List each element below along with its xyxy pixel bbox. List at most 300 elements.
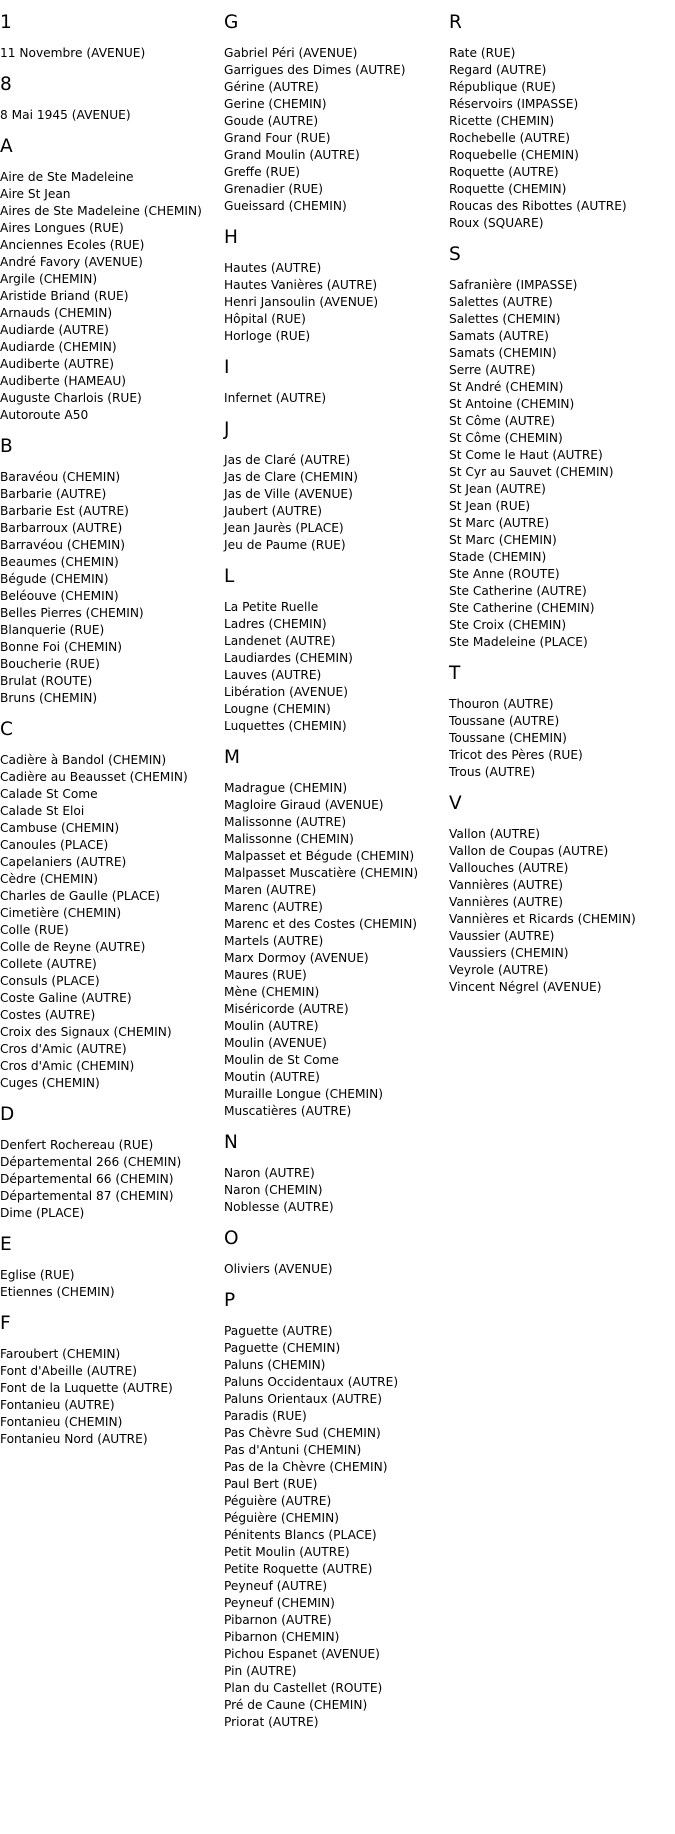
street-link[interactable]: Fontanieu (AUTRE)	[0, 1398, 115, 1412]
street-link[interactable]: Peyneuf (CHEMIN)	[224, 1596, 335, 1610]
street-link[interactable]: Magloire Giraud (AVENUE)	[224, 798, 384, 812]
street-item	[224, 1069, 446, 1086]
street-link[interactable]: Pin (AUTRE)	[224, 1664, 297, 1678]
street-link[interactable]: Aire de Ste Madeleine	[0, 170, 134, 184]
street-item	[224, 650, 446, 667]
street-item	[224, 1493, 446, 1510]
street-link[interactable]: Malpasset Muscatière (CHEMIN)	[224, 866, 419, 880]
letter-group	[224, 1120, 446, 1216]
street-link[interactable]: Jaubert (AUTRE)	[224, 504, 323, 518]
street-link[interactable]: Croix des Signaux (CHEMIN)	[0, 1025, 172, 1039]
street-item	[224, 537, 446, 554]
street-item	[0, 1058, 222, 1075]
street-link[interactable]: Naron (AUTRE)	[224, 1166, 315, 1180]
street-link[interactable]: Fontanieu Nord (AUTRE)	[0, 1432, 148, 1446]
street-item	[449, 549, 671, 566]
street-link[interactable]: Moulin (AUTRE)	[224, 1019, 319, 1033]
street-link[interactable]: Hôpital (RUE)	[224, 312, 306, 326]
street-item	[449, 413, 671, 430]
street-item	[0, 922, 222, 939]
street-link[interactable]: Marx Dormoy (AVENUE)	[224, 951, 369, 965]
street-link[interactable]: Plan du Castellet (ROUTE)	[224, 1681, 383, 1695]
street-link[interactable]: Calade St Eloi	[0, 804, 85, 818]
street-link[interactable]: Roquette (CHEMIN)	[449, 182, 567, 196]
street-link[interactable]: Vannières (AUTRE)	[449, 895, 564, 909]
street-item	[0, 752, 222, 769]
street-link[interactable]: Moutin (AUTRE)	[224, 1070, 320, 1084]
street-link[interactable]: Lauves (AUTRE)	[224, 668, 322, 682]
street-link[interactable]: Auguste Charlois (RUE)	[0, 391, 142, 405]
street-link[interactable]: St Come le Haut (AUTRE)	[449, 448, 603, 462]
street-link[interactable]: Dime (PLACE)	[0, 1206, 85, 1220]
letter-group	[449, 651, 671, 781]
street-link[interactable]: Vannières et Ricards (CHEMIN)	[449, 912, 636, 926]
street-link[interactable]: Libération (AVENUE)	[224, 685, 348, 699]
street-item	[0, 1380, 222, 1397]
street-item	[449, 328, 671, 345]
street-link[interactable]: Colle (RUE)	[0, 923, 69, 937]
street-link[interactable]: Priorat (AUTRE)	[224, 1715, 319, 1729]
street-link[interactable]: Vannières (AUTRE)	[449, 878, 564, 892]
street-item	[0, 973, 222, 990]
street-link[interactable]: Pibarnon (CHEMIN)	[224, 1630, 340, 1644]
street-link[interactable]: Cadière au Beausset (CHEMIN)	[0, 770, 188, 784]
street-link[interactable]: Goude (AUTRE)	[224, 114, 319, 128]
street-link[interactable]: Paul Bert (RUE)	[224, 1477, 318, 1491]
street-item	[449, 498, 671, 515]
street-link[interactable]: Cèdre (CHEMIN)	[0, 872, 98, 886]
street-link[interactable]: Réservoirs (IMPASSE)	[449, 97, 579, 111]
street-item	[0, 1363, 222, 1380]
street-link[interactable]: Bonne Foi (CHEMIN)	[0, 640, 123, 654]
street-link[interactable]: Naron (CHEMIN)	[224, 1183, 323, 1197]
street-item	[224, 311, 446, 328]
street-link[interactable]: Denfert Rochereau (RUE)	[0, 1138, 154, 1152]
street-item	[224, 814, 446, 831]
street-link[interactable]: St Marc (AUTRE)	[449, 516, 550, 530]
street-link[interactable]: Ladres (CHEMIN)	[224, 617, 327, 631]
street-link[interactable]: Gérine (AUTRE)	[224, 80, 319, 94]
street-item	[0, 803, 222, 820]
street-link[interactable]: Aires de Ste Madeleine (CHEMIN)	[0, 204, 202, 218]
street-link[interactable]: Boucherie (RUE)	[0, 657, 100, 671]
street-link[interactable]: Miséricorde (AUTRE)	[224, 1002, 349, 1016]
street-item	[0, 288, 222, 305]
street-link[interactable]: Calade St Come	[0, 787, 98, 801]
street-item	[0, 939, 222, 956]
street-link[interactable]: Aire St Jean	[0, 187, 71, 201]
street-item	[224, 1323, 446, 1340]
street-link[interactable]: Péguière (CHEMIN)	[224, 1511, 339, 1525]
street-item	[0, 1024, 222, 1041]
street-link[interactable]: St Jean (AUTRE)	[449, 482, 546, 496]
street-link[interactable]: Font d'Abeille (AUTRE)	[0, 1364, 137, 1378]
street-item	[224, 1595, 446, 1612]
street-item	[0, 305, 222, 322]
street-item	[224, 684, 446, 701]
street-link[interactable]: Colle de Reyne (AUTRE)	[0, 940, 146, 954]
street-item	[449, 379, 671, 396]
street-link[interactable]: Vallouches (AUTRE)	[449, 861, 569, 875]
street-link[interactable]: Jas de Clare (CHEMIN)	[224, 470, 358, 484]
street-link[interactable]: Barbarroux (AUTRE)	[0, 521, 123, 535]
street-link[interactable]: Paguette (AUTRE)	[224, 1324, 333, 1338]
street-item	[449, 747, 671, 764]
street-link[interactable]: Gueissard (CHEMIN)	[224, 199, 347, 213]
street-link[interactable]: Toussane (CHEMIN)	[449, 731, 567, 745]
letter-group	[0, 62, 222, 124]
street-link[interactable]: Hautes Vanières (AUTRE)	[224, 278, 378, 292]
street-link[interactable]: Petit Moulin (AUTRE)	[224, 1545, 350, 1559]
letter-group	[0, 1092, 222, 1222]
street-link[interactable]: Vincent Négrel (AVENUE)	[449, 980, 602, 994]
street-link[interactable]: Jean Jaurès (PLACE)	[224, 521, 344, 535]
street-link[interactable]: Maren (AUTRE)	[224, 883, 317, 897]
street-item	[0, 203, 222, 220]
street-item	[224, 1629, 446, 1646]
street-link[interactable]: Muscatières (AUTRE)	[224, 1104, 352, 1118]
street-item	[0, 571, 222, 588]
street-link[interactable]: Jas de Claré (AUTRE)	[224, 453, 351, 467]
street-link[interactable]: Collete (AUTRE)	[0, 957, 97, 971]
street-item	[0, 237, 222, 254]
street-item	[0, 1188, 222, 1205]
street-link[interactable]: Serre (AUTRE)	[449, 363, 536, 377]
street-link[interactable]: Argile (CHEMIN)	[0, 272, 98, 286]
letter-group	[0, 124, 222, 424]
street-link[interactable]: Vallon de Coupas (AUTRE)	[449, 844, 609, 858]
street-item	[449, 96, 671, 113]
street-item	[224, 79, 446, 96]
street-item	[449, 447, 671, 464]
street-link[interactable]: Lougne (CHEMIN)	[224, 702, 331, 716]
street-item	[224, 469, 446, 486]
street-link[interactable]: Maures (RUE)	[224, 968, 307, 982]
street-item	[0, 469, 222, 486]
street-link[interactable]: Regard (AUTRE)	[449, 63, 547, 77]
street-item	[224, 797, 446, 814]
street-link[interactable]: Consuls (PLACE)	[0, 974, 100, 988]
street-link[interactable]: Brulat (ROUTE)	[0, 674, 93, 688]
street-item	[449, 130, 671, 147]
street-link[interactable]: Martels (AUTRE)	[224, 934, 324, 948]
street-item	[224, 96, 446, 113]
street-link[interactable]: Vallon (AUTRE)	[449, 827, 541, 841]
street-item	[0, 186, 222, 203]
street-link[interactable]: Ricette (CHEMIN)	[449, 114, 555, 128]
street-item	[0, 905, 222, 922]
street-item	[224, 164, 446, 181]
street-link[interactable]: Marenc et des Costes (CHEMIN)	[224, 917, 418, 931]
street-link[interactable]: Trous (AUTRE)	[449, 765, 536, 779]
street-link[interactable]: Coste Galine (AUTRE)	[0, 991, 132, 1005]
street-link[interactable]: Petite Roquette (AUTRE)	[224, 1562, 373, 1576]
street-link[interactable]: République (RUE)	[449, 80, 556, 94]
street-item	[449, 962, 671, 979]
street-item	[224, 1612, 446, 1629]
street-item	[224, 113, 446, 130]
street-item	[224, 1340, 446, 1357]
street-item	[0, 1171, 222, 1188]
street-link[interactable]: Capelaniers (AUTRE)	[0, 855, 127, 869]
street-link[interactable]: Aires Longues (RUE)	[0, 221, 124, 235]
street-link[interactable]: Henri Jansoulin (AVENUE)	[224, 295, 379, 309]
street-link[interactable]: Rate (RUE)	[449, 46, 516, 60]
street-link[interactable]: Beléouve (CHEMIN)	[0, 589, 119, 603]
street-item	[449, 877, 671, 894]
street-item	[224, 950, 446, 967]
street-item	[449, 860, 671, 877]
street-link[interactable]: Veyrole (AUTRE)	[449, 963, 549, 977]
street-link[interactable]: Pénitents Blancs (PLACE)	[224, 1528, 377, 1542]
street-link[interactable]: St Côme (AUTRE)	[449, 414, 555, 428]
street-item	[224, 1374, 446, 1391]
street-link[interactable]: Barbarie (AUTRE)	[0, 487, 107, 501]
street-link[interactable]: Canoules (PLACE)	[0, 838, 109, 852]
street-link[interactable]: Charles de Gaulle (PLACE)	[0, 889, 160, 903]
street-item	[0, 1397, 222, 1414]
letter-heading: M	[224, 747, 240, 768]
street-item	[449, 515, 671, 532]
street-link[interactable]: Oliviers (AVENUE)	[224, 1262, 333, 1276]
street-link[interactable]: Barravéou (CHEMIN)	[0, 538, 125, 552]
street-link[interactable]: Bégude (CHEMIN)	[0, 572, 109, 586]
street-item	[449, 764, 671, 781]
street-link[interactable]: St André (CHEMIN)	[449, 380, 564, 394]
street-link[interactable]: Muraille Longue (CHEMIN)	[224, 1087, 383, 1101]
street-link[interactable]: Autoroute A50	[0, 408, 89, 422]
street-link[interactable]: Safranière (IMPASSE)	[449, 278, 578, 292]
street-item	[224, 1459, 446, 1476]
street-item	[224, 1578, 446, 1595]
street-link[interactable]: André Favory (AVENUE)	[0, 255, 143, 269]
street-link[interactable]: Audiarde (CHEMIN)	[0, 340, 117, 354]
street-link[interactable]: Samats (CHEMIN)	[449, 346, 557, 360]
street-item	[0, 769, 222, 786]
street-link[interactable]: Paluns Occidentaux (AUTRE)	[224, 1375, 399, 1389]
street-link[interactable]: Paluns Orientaux (AUTRE)	[224, 1392, 382, 1406]
index-column-2	[224, 0, 446, 1731]
street-item	[449, 617, 671, 634]
letter-heading: F	[0, 1313, 11, 1334]
street-link[interactable]: Fontanieu (CHEMIN)	[0, 1415, 123, 1429]
street-link[interactable]: Roux (SQUARE)	[449, 216, 544, 230]
letter-group	[224, 735, 446, 1120]
street-link[interactable]: Laudiardes (CHEMIN)	[224, 651, 353, 665]
street-link[interactable]: Etiennes (CHEMIN)	[0, 1285, 115, 1299]
street-link[interactable]: Cros d'Amic (AUTRE)	[0, 1042, 127, 1056]
street-link[interactable]: Gerine (CHEMIN)	[224, 97, 327, 111]
street-link[interactable]: Cambuse (CHEMIN)	[0, 821, 120, 835]
street-link[interactable]: Jas de Ville (AVENUE)	[224, 487, 353, 501]
street-link[interactable]: Thouron (AUTRE)	[449, 697, 554, 711]
street-item	[449, 911, 671, 928]
street-link[interactable]: Pas d'Antuni (CHEMIN)	[224, 1443, 362, 1457]
street-item	[0, 1154, 222, 1171]
street-link[interactable]: Cimetière (CHEMIN)	[0, 906, 122, 920]
street-link[interactable]: Pichou Espanet (AVENUE)	[224, 1647, 380, 1661]
street-link[interactable]: La Petite Ruelle	[224, 600, 319, 614]
street-item	[224, 1182, 446, 1199]
index-column-3	[449, 0, 671, 996]
street-link[interactable]: Luquettes (CHEMIN)	[224, 719, 347, 733]
street-item	[0, 554, 222, 571]
street-link[interactable]: Départemental 266 (CHEMIN)	[0, 1155, 182, 1169]
street-item	[224, 1165, 446, 1182]
street-link[interactable]: Aristide Briand (RUE)	[0, 289, 129, 303]
street-link[interactable]: Péguière (AUTRE)	[224, 1494, 332, 1508]
street-item	[224, 390, 446, 407]
street-link[interactable]: Rochebelle (AUTRE)	[449, 131, 571, 145]
street-link[interactable]: Greffe (RUE)	[224, 165, 301, 179]
street-item	[0, 390, 222, 407]
street-link[interactable]: Roquette (AUTRE)	[449, 165, 559, 179]
letter-group	[0, 1222, 222, 1301]
street-link[interactable]: Cadière à Bandol (CHEMIN)	[0, 753, 167, 767]
street-link[interactable]: St Cyr au Sauvet (CHEMIN)	[449, 465, 614, 479]
street-item	[449, 345, 671, 362]
street-link[interactable]: Audiberte (AUTRE)	[0, 357, 114, 371]
street-link[interactable]: Pibarnon (AUTRE)	[224, 1613, 332, 1627]
street-link[interactable]: Horloge (RUE)	[224, 329, 311, 343]
street-link[interactable]: Roucas des Ribottes (AUTRE)	[449, 199, 627, 213]
street-link[interactable]: Bruns (CHEMIN)	[0, 691, 98, 705]
street-item	[224, 1510, 446, 1527]
street-item	[0, 373, 222, 390]
street-item	[224, 486, 446, 503]
street-link[interactable]: Stade (CHEMIN)	[449, 550, 547, 564]
street-link[interactable]: Audiberte (HAMEAU)	[0, 374, 127, 388]
street-link[interactable]: Ste Madeleine (PLACE)	[449, 635, 588, 649]
street-item	[224, 1391, 446, 1408]
street-item	[0, 786, 222, 803]
street-item	[0, 639, 222, 656]
street-link[interactable]: St Marc (CHEMIN)	[449, 533, 557, 547]
street-link[interactable]: Peyneuf (AUTRE)	[224, 1579, 328, 1593]
street-link[interactable]: Ste Catherine (CHEMIN)	[449, 601, 595, 615]
street-link[interactable]: Landenet (AUTRE)	[224, 634, 336, 648]
street-link[interactable]: Paluns (CHEMIN)	[224, 1358, 326, 1372]
street-link[interactable]: Eglise (RUE)	[0, 1268, 75, 1282]
street-link[interactable]: Grand Moulin (AUTRE)	[224, 148, 360, 162]
street-item	[449, 45, 671, 62]
street-link[interactable]: Belles Pierres (CHEMIN)	[0, 606, 144, 620]
street-link[interactable]: Faroubert (CHEMIN)	[0, 1347, 121, 1361]
street-item	[449, 713, 671, 730]
street-link[interactable]: 11 Novembre (AVENUE)	[0, 46, 146, 60]
street-link[interactable]: Vaussier (AUTRE)	[449, 929, 555, 943]
street-link[interactable]: Madrague (CHEMIN)	[224, 781, 348, 795]
street-link[interactable]: Tricot des Pères (RUE)	[449, 748, 583, 762]
letter-heading: B	[0, 436, 13, 457]
letter-group	[224, 1278, 446, 1731]
street-link[interactable]: Samats (AUTRE)	[449, 329, 549, 343]
street-link[interactable]: Infernet (AUTRE)	[224, 391, 327, 405]
street-link[interactable]: Anciennes Ecoles (RUE)	[0, 238, 145, 252]
street-link[interactable]: Cros d'Amic (CHEMIN)	[0, 1059, 135, 1073]
street-link[interactable]: Jeu de Paume (RUE)	[224, 538, 346, 552]
street-link[interactable]: Départemental 87 (CHEMIN)	[0, 1189, 174, 1203]
street-link[interactable]: Mène (CHEMIN)	[224, 985, 320, 999]
street-item	[449, 362, 671, 379]
street-link[interactable]: Barbarie Est (AUTRE)	[0, 504, 129, 518]
letter-heading: R	[449, 12, 462, 33]
street-link[interactable]: Cuges (CHEMIN)	[0, 1076, 100, 1090]
street-item	[224, 667, 446, 684]
letter-heading: D	[0, 1104, 15, 1125]
street-item	[224, 1561, 446, 1578]
street-link[interactable]: Vaussiers (CHEMIN)	[449, 946, 569, 960]
street-item	[449, 164, 671, 181]
street-link[interactable]: Ste Anne (ROUTE)	[449, 567, 560, 581]
street-link[interactable]: Toussane (AUTRE)	[449, 714, 560, 728]
street-link[interactable]: Grenadier (RUE)	[224, 182, 323, 196]
street-link[interactable]: St Côme (CHEMIN)	[449, 431, 563, 445]
street-link[interactable]: Arnauds (CHEMIN)	[0, 306, 113, 320]
street-link[interactable]: Garrigues des Dimes (AUTRE)	[224, 63, 406, 77]
street-item	[224, 503, 446, 520]
street-item	[0, 605, 222, 622]
street-item	[0, 656, 222, 673]
street-item	[449, 294, 671, 311]
street-link[interactable]: Salettes (AUTRE)	[449, 295, 553, 309]
street-item	[0, 503, 222, 520]
letter-heading: T	[449, 663, 461, 684]
street-link[interactable]: Paradis (RUE)	[224, 1409, 307, 1423]
street-link[interactable]: Gabriel Péri (AVENUE)	[224, 46, 358, 60]
street-link[interactable]: Roquebelle (CHEMIN)	[449, 148, 579, 162]
street-item	[0, 1007, 222, 1024]
street-link[interactable]: 8 Mai 1945 (AVENUE)	[0, 108, 131, 122]
street-link[interactable]: Salettes (CHEMIN)	[449, 312, 561, 326]
street-item	[224, 933, 446, 950]
street-link[interactable]: Malpasset et Bégude (CHEMIN)	[224, 849, 415, 863]
street-link[interactable]: Pré de Caune (CHEMIN)	[224, 1698, 368, 1712]
street-link[interactable]: Moulin de St Come	[224, 1053, 339, 1067]
street-link[interactable]: Beaumes (CHEMIN)	[0, 555, 119, 569]
street-item	[449, 928, 671, 945]
street-link[interactable]: Pas Chèvre Sud (CHEMIN)	[224, 1426, 381, 1440]
street-link[interactable]: Blanquerie (RUE)	[0, 623, 105, 637]
street-link[interactable]: St Jean (RUE)	[449, 499, 531, 513]
street-link[interactable]: Ste Croix (CHEMIN)	[449, 618, 567, 632]
street-link[interactable]: Audiarde (AUTRE)	[0, 323, 109, 337]
street-item	[449, 532, 671, 549]
street-link[interactable]: St Antoine (CHEMIN)	[449, 397, 575, 411]
street-link[interactable]: Malissonne (CHEMIN)	[224, 832, 354, 846]
letter-group	[0, 424, 222, 707]
street-item	[224, 718, 446, 735]
street-item	[0, 871, 222, 888]
street-link[interactable]: Paguette (CHEMIN)	[224, 1341, 341, 1355]
street-link[interactable]: Noblesse (AUTRE)	[224, 1200, 334, 1214]
street-item	[224, 294, 446, 311]
street-link[interactable]: Grand Four (RUE)	[224, 131, 331, 145]
street-link[interactable]: Font de la Luquette (AUTRE)	[0, 1381, 173, 1395]
street-link[interactable]: Ste Catherine (AUTRE)	[449, 584, 587, 598]
street-item	[449, 215, 671, 232]
street-link[interactable]: Malissonne (AUTRE)	[224, 815, 347, 829]
letter-heading: O	[224, 1228, 239, 1249]
street-link[interactable]: Baravéou (CHEMIN)	[0, 470, 121, 484]
letter-heading: E	[0, 1234, 12, 1255]
street-link[interactable]: Moulin (AVENUE)	[224, 1036, 327, 1050]
street-link[interactable]: Hautes (AUTRE)	[224, 261, 322, 275]
street-link[interactable]: Pas de la Chèvre (CHEMIN)	[224, 1460, 388, 1474]
street-link[interactable]: Départemental 66 (CHEMIN)	[0, 1172, 174, 1186]
street-link[interactable]: Costes (AUTRE)	[0, 1008, 96, 1022]
street-link[interactable]: Marenc (AUTRE)	[224, 900, 323, 914]
